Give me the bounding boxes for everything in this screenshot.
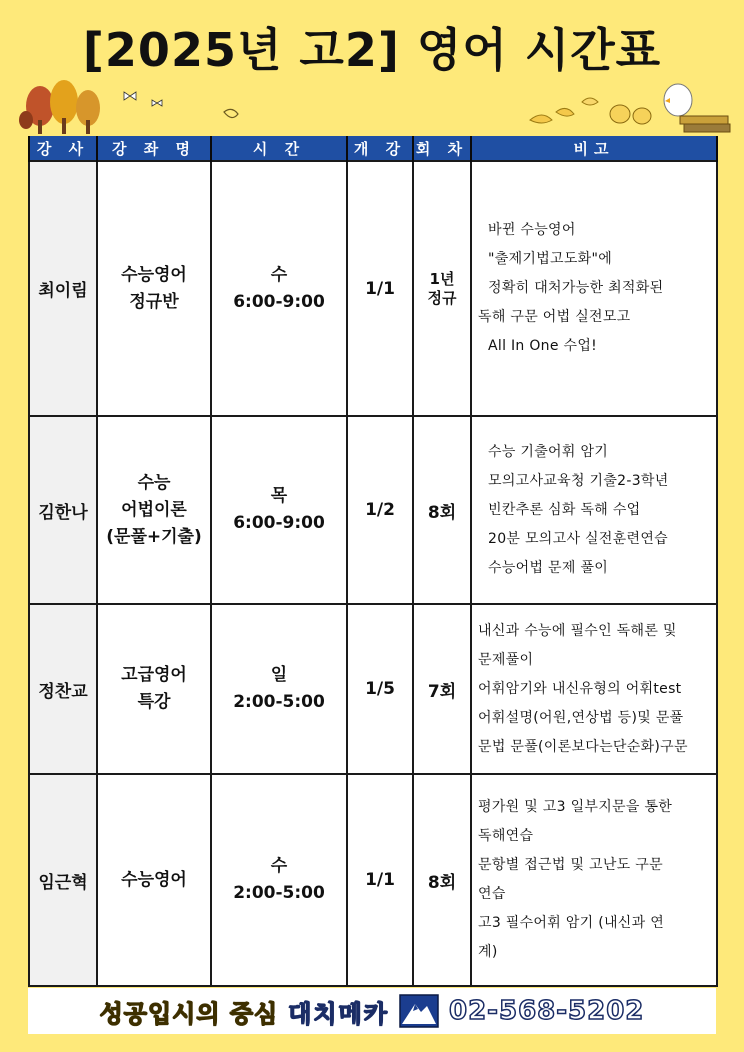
note-line: 독해 구문 어법 실전모고 bbox=[478, 309, 631, 325]
start-cell: 1/5 bbox=[347, 604, 413, 774]
footer-slogan: 성공입시의 중심 bbox=[99, 999, 279, 1028]
page-title: [2025년 고2] 영어 시간표 bbox=[82, 23, 662, 77]
sessions-cell: 7회 bbox=[413, 604, 471, 774]
course-line: 고급영어 bbox=[121, 665, 187, 685]
sessions-cell: 8회 bbox=[413, 774, 471, 986]
note-line: 모의고사교육청 기출2-3학년 bbox=[488, 472, 669, 489]
note-line: 문법 문풀(이론보다는단순화)구문 bbox=[478, 738, 688, 755]
notes-cell bbox=[471, 604, 717, 774]
start-cell: 1/1 bbox=[347, 161, 413, 416]
note-line: 정확히 대처가능한 최적화된 bbox=[488, 280, 664, 296]
sessions-line: 1년 bbox=[429, 269, 455, 288]
note-line: 고3 필수어휘 암기 (내신과 연 bbox=[478, 915, 665, 931]
note-line: 바뀐 수능영어 bbox=[488, 222, 576, 238]
timetable bbox=[28, 136, 718, 987]
time-cell bbox=[211, 604, 347, 774]
day-label: 수 bbox=[270, 856, 288, 876]
note-line: 수능 기출어휘 암기 bbox=[488, 443, 609, 460]
course-line: 특강 bbox=[137, 692, 171, 712]
table-row bbox=[29, 774, 717, 986]
note-line: 어휘설명(어원,연상법 등)및 문풀 bbox=[478, 709, 684, 726]
course-cell bbox=[97, 416, 211, 604]
note-line: 내신과 수능에 필수인 독해론 및 bbox=[478, 622, 677, 639]
autumn-trees-icon bbox=[12, 80, 252, 136]
teacher-cell: 임근혁 bbox=[29, 774, 97, 986]
table-row bbox=[29, 161, 717, 416]
header-teacher: 강 사 bbox=[29, 136, 97, 161]
course-line: 수능영어 bbox=[121, 869, 187, 890]
notes-cell bbox=[471, 161, 717, 416]
course-line: 정규반 bbox=[129, 291, 179, 312]
time-cell bbox=[211, 774, 347, 986]
note-line: 계) bbox=[478, 944, 498, 960]
course-cell bbox=[97, 604, 211, 774]
note-line: 평가원 및 고3 일부지문을 통한 bbox=[478, 799, 673, 815]
day-label: 목 bbox=[270, 486, 288, 506]
time-label: 6:00-9:00 bbox=[233, 513, 325, 533]
note-line: 독해연습 bbox=[478, 828, 534, 844]
notes-cell bbox=[471, 416, 717, 604]
time-cell bbox=[211, 161, 347, 416]
table-header-row bbox=[29, 136, 717, 161]
note-line: "출제기법고도화"에 bbox=[488, 251, 613, 267]
time-label: 2:00-5:00 bbox=[233, 692, 325, 712]
sessions-cell: 8회 bbox=[413, 416, 471, 604]
note-line: 수능어법 문제 풀이 bbox=[488, 559, 609, 576]
time-cell bbox=[211, 416, 347, 604]
table-row bbox=[29, 416, 717, 604]
note-line: 20분 모의고사 실전훈련연습 bbox=[488, 530, 668, 547]
header-start: 개 강 bbox=[347, 136, 413, 161]
note-line: 빈칸추론 심화 독해 수업 bbox=[488, 501, 641, 518]
course-line: (문풀+기출) bbox=[106, 526, 202, 547]
header-sessions: 회 차 bbox=[413, 136, 471, 161]
course-line: 어법이론 bbox=[121, 499, 187, 520]
course-cell bbox=[97, 774, 211, 986]
note-line: 문항별 접근법 및 고난도 구문 bbox=[478, 857, 663, 873]
teacher-cell: 김한나 bbox=[29, 416, 97, 604]
header-notes: 비고 bbox=[471, 136, 717, 161]
note-line: All In One 수업! bbox=[488, 338, 598, 354]
footer-phone: 02-568-5202 bbox=[449, 996, 645, 1026]
note-line: 어휘암기와 내신유형의 어휘test bbox=[478, 680, 682, 697]
notes-cell bbox=[471, 774, 717, 986]
sessions-line: 정규 bbox=[427, 288, 457, 307]
footer-brand: 대치메카 bbox=[288, 999, 389, 1028]
teacher-cell: 최이림 bbox=[29, 161, 97, 416]
teacher-cell: 정찬교 bbox=[29, 604, 97, 774]
footer-banner bbox=[28, 988, 716, 1034]
table-row bbox=[29, 604, 717, 774]
day-label: 수 bbox=[270, 264, 288, 285]
start-cell: 1/2 bbox=[347, 416, 413, 604]
time-label: 6:00-9:00 bbox=[233, 291, 325, 312]
day-label: 일 bbox=[270, 665, 288, 685]
header-course: 강 좌 명 bbox=[97, 136, 211, 161]
chicks-and-books-icon bbox=[520, 80, 735, 136]
header-time: 시 간 bbox=[211, 136, 347, 161]
course-line: 수능 bbox=[137, 472, 171, 493]
note-line: 문제풀이 bbox=[478, 651, 534, 668]
time-label: 2:00-5:00 bbox=[233, 883, 325, 903]
course-cell bbox=[97, 161, 211, 416]
start-cell: 1/1 bbox=[347, 774, 413, 986]
course-line: 수능영어 bbox=[121, 264, 187, 285]
mountain-logo-icon bbox=[399, 994, 439, 1028]
note-line: 연습 bbox=[478, 886, 506, 902]
sessions-cell bbox=[413, 161, 471, 416]
